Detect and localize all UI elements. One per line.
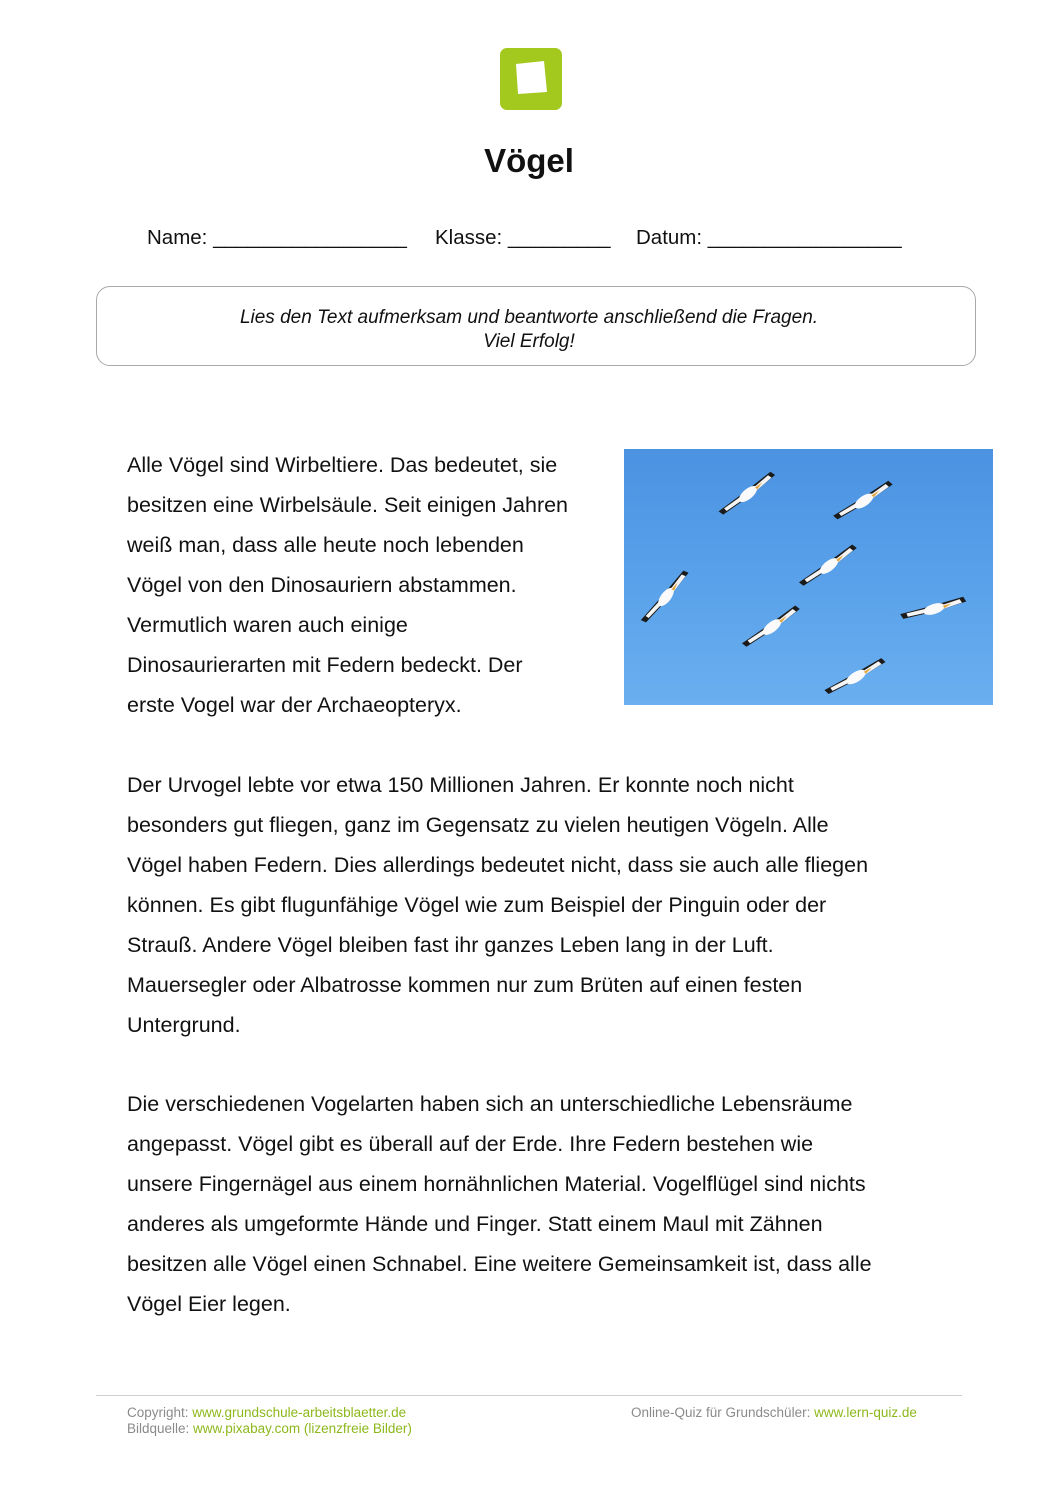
- footer-divider: [96, 1395, 962, 1396]
- text-line: Vermutlich waren auch einige: [127, 613, 408, 637]
- footer-image-source: [127, 1420, 412, 1437]
- birds-photo: [624, 449, 993, 705]
- instruction-line-1: Lies den Text aufmerksam und beantworte anschließend die Fragen.: [239, 307, 819, 328]
- text-line: Strauß. Andere Vögel bleiben fast ihr ganzes Leben lang in der Luft.: [127, 933, 774, 957]
- paragraph-3: [127, 1084, 872, 1324]
- logo: [500, 48, 562, 110]
- source-label: Bildquelle:: [127, 1421, 194, 1436]
- text-line: Dinosaurierarten mit Federn bedeckt. Der: [127, 653, 523, 677]
- text-line: besonders gut fliegen, ganz im Gegensatz zu vielen heutigen Vögeln. Alle: [127, 813, 829, 837]
- text-line: Alle Vögel sind Wirbeltiere. Das bedeutet, sie: [127, 453, 558, 477]
- class-field[interactable]: Klasse: _________: [435, 226, 611, 249]
- text-line: können. Es gibt flugunfähige Vögel wie zum Beispiel der Pinguin oder der: [127, 893, 827, 917]
- text-line: Mauersegler oder Albatrosse kommen nur zum Brüten auf einen festen: [127, 973, 803, 997]
- paragraph-2: [127, 765, 868, 1045]
- flying-birds-image: [624, 449, 993, 705]
- text-line: Die verschiedenen Vogelarten haben sich an unterschiedliche Lebensräume: [127, 1092, 853, 1116]
- footer-copyright: [127, 1404, 406, 1421]
- quiz-label: Online-Quiz für Grundschüler:: [631, 1405, 815, 1420]
- text-line: Der Urvogel lebte vor etwa 150 Millionen Jahren. Er konnte noch nicht: [127, 773, 794, 797]
- quiz-link[interactable]: www.lern-quiz.de: [814, 1405, 917, 1420]
- date-field[interactable]: Datum: _________________: [636, 226, 902, 249]
- text-line: Untergrund.: [127, 1013, 241, 1037]
- text-line: anderes als umgeformte Hände und Finger. Statt einem Maul mit Zähnen: [127, 1212, 823, 1236]
- text-line: Vögel von den Dinosauriern abstammen.: [127, 573, 517, 597]
- text-line: angepasst. Vögel gibt es überall auf der Erde. Ihre Federn bestehen wie: [127, 1132, 814, 1156]
- copyright-label: Copyright:: [127, 1405, 193, 1420]
- text-line: unsere Fingernägel aus einem hornähnlichen Material. Vogelflügel sind nichts: [127, 1172, 866, 1196]
- text-line: weiß man, dass alle heute noch lebenden: [127, 533, 524, 557]
- instruction-line-2: Viel Erfolg!: [483, 331, 575, 352]
- footer-quiz: [631, 1404, 917, 1421]
- copyright-link[interactable]: www.grundschule-arbeitsblaetter.de: [192, 1405, 407, 1420]
- text-line: besitzen eine Wirbelsäule. Seit einigen Jahren: [127, 493, 569, 517]
- source-link[interactable]: www.pixabay.com (lizenzfreie Bilder): [193, 1421, 412, 1436]
- text-line: Vögel Eier legen.: [127, 1292, 291, 1316]
- page-title: Vögel: [484, 142, 574, 179]
- name-field[interactable]: Name: _________________: [147, 226, 407, 249]
- text-line: besitzen alle Vögel einen Schnabel. Eine weitere Gemeinsamkeit ist, dass alle: [127, 1252, 872, 1276]
- paragraph-1: [127, 445, 568, 725]
- text-line: erste Vogel war der Archaeopteryx.: [127, 693, 462, 717]
- text-line: Vögel haben Federn. Dies allerdings bedeutet nicht, dass sie auch alle fliegen: [127, 853, 869, 877]
- worksheet-logo-icon: [500, 48, 562, 110]
